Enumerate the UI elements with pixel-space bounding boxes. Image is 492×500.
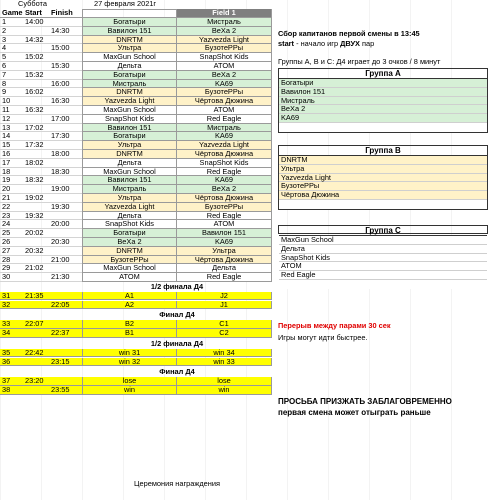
game-number[interactable]: 16 <box>0 150 21 159</box>
game-number[interactable]: 25 <box>0 229 21 238</box>
date-cell[interactable]: 27 февраля 2021г <box>94 0 157 8</box>
start-time[interactable] <box>21 329 46 338</box>
team-2[interactable]: Yazvezda Light <box>177 36 272 45</box>
start-time[interactable]: 17:02 <box>21 124 46 133</box>
game-header[interactable]: Game <box>2 8 23 17</box>
team-2[interactable]: BeXa 2 <box>177 27 272 36</box>
start-time[interactable]: 14:00 <box>21 18 46 27</box>
team-1[interactable]: Yazvezda Light <box>82 203 177 212</box>
team-1[interactable]: Ультра <box>82 141 177 150</box>
team-2[interactable]: KA69 <box>177 80 272 89</box>
final-game-row <box>0 292 492 301</box>
finish-time[interactable]: 20:00 <box>46 220 82 229</box>
game-number[interactable]: 14 <box>0 132 21 141</box>
final-game-row <box>0 377 492 386</box>
finish-time[interactable]: 18:30 <box>46 168 82 177</box>
game-number[interactable]: 34 <box>0 329 21 338</box>
finish-time[interactable]: 15:30 <box>46 62 82 71</box>
game-number[interactable]: 13 <box>0 124 21 133</box>
finish-time[interactable]: 14:30 <box>46 27 82 36</box>
group-team[interactable]: Дельта <box>279 245 487 254</box>
team-2[interactable]: SnapShot Kids <box>177 53 272 62</box>
finish-time[interactable]: 19:00 <box>46 185 82 194</box>
final-stage-title[interactable]: Финал Д4 <box>159 367 195 376</box>
group-team[interactable]: DNRTM <box>279 156 487 165</box>
final-game-row <box>0 329 492 338</box>
finish-time[interactable]: 22:37 <box>46 329 82 338</box>
start-time[interactable]: 16:02 <box>21 88 46 97</box>
start-word: start <box>278 39 295 48</box>
group-a-box <box>278 68 488 133</box>
final-game-row <box>0 358 492 367</box>
game-number[interactable]: 28 <box>0 256 21 265</box>
team-1[interactable]: Мистраль <box>82 185 177 194</box>
team-1[interactable]: Мистраль <box>82 80 177 89</box>
team-1[interactable]: MaxGun School <box>82 264 177 273</box>
start-time[interactable]: 15:32 <box>21 71 46 80</box>
group-team[interactable]: Чёртова Дюжина <box>279 191 487 200</box>
team-1[interactable]: BeXa 2 <box>82 238 177 247</box>
team-2[interactable]: Чёртова Дюжина <box>177 97 272 106</box>
start-time[interactable]: 21:35 <box>21 292 46 301</box>
team-2[interactable]: KA69 <box>177 238 272 247</box>
start-time[interactable]: 16:32 <box>21 106 46 115</box>
team-2[interactable]: ATOM <box>177 106 272 115</box>
team-1[interactable]: MaxGun School <box>82 53 177 62</box>
game-number[interactable]: 26 <box>0 238 21 247</box>
team-1[interactable]: Вавилон 151 <box>82 176 177 185</box>
game-number[interactable]: 37 <box>0 377 21 386</box>
game-number[interactable]: 33 <box>0 320 21 329</box>
game-number[interactable]: 8 <box>0 80 21 89</box>
team-2[interactable]: J2 <box>177 292 272 301</box>
finish-time[interactable]: 19:30 <box>46 203 82 212</box>
group-b-title[interactable]: Группа В <box>279 146 487 156</box>
team-2[interactable]: Чёртова Дюжина <box>177 256 272 265</box>
arrive-note[interactable]: ПРОСЬБА ПРИЗЖАТЬ ЗАБЛАГОВРЕМЕННО <box>278 397 452 406</box>
start-time[interactable]: 20:02 <box>21 229 46 238</box>
game-number[interactable]: 27 <box>0 247 21 256</box>
team-2[interactable]: win 34 <box>177 349 272 358</box>
start-pairs: ДВУХ <box>340 39 360 48</box>
group-team[interactable]: Red Eagle <box>279 271 487 280</box>
final-stage-title[interactable]: 1/2 финала Д4 <box>150 281 204 291</box>
group-team[interactable]: БузотеРРы <box>279 182 487 191</box>
team-1[interactable]: Yazvezda Light <box>82 97 177 106</box>
final-game-row <box>0 386 492 395</box>
group-empty-cell[interactable] <box>279 280 487 289</box>
team-2[interactable]: C2 <box>177 329 272 338</box>
finish-time[interactable]: 17:30 <box>46 132 82 141</box>
start-time[interactable]: 18:32 <box>21 176 46 185</box>
start-time[interactable]: 19:02 <box>21 194 46 203</box>
team-2[interactable]: Red Eagle <box>177 115 272 124</box>
team-1[interactable]: DNRTM <box>82 247 177 256</box>
date-row <box>0 0 492 9</box>
group-team[interactable]: Мистраль <box>279 97 487 106</box>
final-stage-row <box>0 368 492 377</box>
game-number[interactable]: 29 <box>0 264 21 273</box>
team-1[interactable]: win 31 <box>82 349 177 358</box>
finish-time[interactable]: 20:30 <box>46 238 82 247</box>
team-2[interactable]: win <box>177 386 272 395</box>
ceremony-row <box>0 480 492 489</box>
team-2[interactable]: KA69 <box>177 132 272 141</box>
start-time[interactable]: 14:32 <box>21 36 46 45</box>
game-number[interactable]: 24 <box>0 220 21 229</box>
finish-time[interactable]: 21:30 <box>46 273 82 282</box>
group-team[interactable]: Yazvezda Light <box>279 174 487 183</box>
team-2[interactable]: lose <box>177 377 272 386</box>
group-b-box <box>278 145 488 210</box>
team-2[interactable]: Red Eagle <box>177 273 272 282</box>
team-2[interactable]: Yazvezda Light <box>177 141 272 150</box>
game-number[interactable]: 23 <box>0 212 21 221</box>
finish-time[interactable]: 23:55 <box>46 386 82 395</box>
team-1[interactable]: MaxGun School <box>82 168 177 177</box>
groups-info-note[interactable]: Группы А, В и С: Д4 играет до 3 очков / 8 минут <box>278 57 441 66</box>
team-2[interactable]: Мистраль <box>177 18 272 27</box>
game-number[interactable]: 12 <box>0 115 21 124</box>
game-number[interactable]: 31 <box>0 292 21 301</box>
game-number[interactable]: 9 <box>0 88 21 97</box>
ceremony-cell[interactable]: Церемония награждения <box>134 479 220 488</box>
game-number[interactable]: 2 <box>0 27 21 36</box>
team-1[interactable]: win <box>82 386 177 395</box>
final-game-row <box>0 349 492 358</box>
team-2[interactable]: Чёртова Дюжина <box>177 194 272 203</box>
captains-note[interactable]: Сбор капитанов первой смены в 13:45 <box>278 29 420 38</box>
breaks-note[interactable]: Перерыв между парами 30 сек <box>278 321 391 330</box>
team-2[interactable]: ATOM <box>177 220 272 229</box>
group-c-title[interactable]: Группа С <box>279 226 487 236</box>
game-row <box>0 18 492 27</box>
finish-time[interactable]: 21:00 <box>46 256 82 265</box>
finish-time[interactable]: 15:00 <box>46 44 82 53</box>
start-note[interactable] <box>278 39 374 48</box>
finish-time[interactable]: 22:05 <box>46 301 82 310</box>
finish-time[interactable] <box>46 349 82 358</box>
start-time[interactable]: 22:07 <box>21 320 46 329</box>
start-header[interactable]: Start <box>21 9 46 18</box>
final-stage-row <box>0 311 492 320</box>
game-number[interactable]: 11 <box>0 106 21 115</box>
game-number[interactable]: 5 <box>0 53 21 62</box>
game-number[interactable]: 6 <box>0 62 21 71</box>
final-stage-title[interactable]: 1/2 финала Д4 <box>150 338 204 348</box>
team-1[interactable]: Ультра <box>82 44 177 53</box>
group-team[interactable]: KA69 <box>279 114 487 123</box>
team-1[interactable]: DNRTM <box>82 36 177 45</box>
game-number[interactable]: 22 <box>0 203 21 212</box>
game-number[interactable]: 32 <box>0 301 21 310</box>
day-cell[interactable]: Суббота <box>18 0 47 8</box>
team-2[interactable]: SnapShot Kids <box>177 159 272 168</box>
finish-time[interactable]: 18:00 <box>46 150 82 159</box>
team-1[interactable]: Богатыри <box>82 132 177 141</box>
team-1[interactable]: A2 <box>82 301 177 310</box>
group-team[interactable]: Вавилон 151 <box>279 88 487 97</box>
game-number[interactable]: 36 <box>0 358 21 367</box>
start-time[interactable]: 20:32 <box>21 247 46 256</box>
game-number[interactable]: 1 <box>0 18 21 27</box>
team-1[interactable]: БузотеРРы <box>82 256 177 265</box>
team-1[interactable]: SnapShot Kids <box>82 220 177 229</box>
group-team[interactable]: MaxGun School <box>279 236 487 245</box>
team-1[interactable]: Вавилон 151 <box>82 124 177 133</box>
team-1[interactable]: Богатыри <box>82 18 177 27</box>
team-1[interactable]: Ультра <box>82 194 177 203</box>
team-1[interactable]: SnapShot Kids <box>82 115 177 124</box>
game-number[interactable]: 17 <box>0 159 21 168</box>
team-1[interactable]: DNRTM <box>82 88 177 97</box>
game-row <box>0 212 492 221</box>
group-team[interactable]: Ультра <box>279 165 487 174</box>
field-header[interactable]: Field 1 <box>177 9 272 18</box>
game-number[interactable]: 38 <box>0 386 21 395</box>
start-time[interactable]: 22:42 <box>21 349 46 358</box>
final-stage-row <box>0 340 492 349</box>
finish-time[interactable]: 23:15 <box>46 358 82 367</box>
group-team[interactable]: BeXa 2 <box>279 105 487 114</box>
game-number[interactable]: 10 <box>0 97 21 106</box>
team-1[interactable]: MaxGun School <box>82 106 177 115</box>
game-number[interactable]: 30 <box>0 273 21 282</box>
game-number[interactable]: 3 <box>0 36 21 45</box>
team-2[interactable]: BeXa 2 <box>177 185 272 194</box>
team-2[interactable]: Вавилон 151 <box>177 229 272 238</box>
team-2[interactable]: J1 <box>177 301 272 310</box>
team-2[interactable]: Ультра <box>177 247 272 256</box>
start-time[interactable]: 19:32 <box>21 212 46 221</box>
team-1[interactable]: lose <box>82 377 177 386</box>
start-time[interactable]: 21:02 <box>21 264 46 273</box>
final-game-row <box>0 320 492 329</box>
finish-time[interactable]: 16:00 <box>46 80 82 89</box>
team-1[interactable]: DNRTM <box>82 150 177 159</box>
final-stage-title[interactable]: Финал Д4 <box>159 310 195 319</box>
game-number[interactable]: 21 <box>0 194 21 203</box>
start-time[interactable] <box>21 301 46 310</box>
game-number[interactable]: 7 <box>0 71 21 80</box>
team-2[interactable]: C1 <box>177 320 272 329</box>
team-1[interactable]: Дельта <box>82 62 177 71</box>
team-1[interactable]: B2 <box>82 320 177 329</box>
team-1[interactable]: ATOM <box>82 273 177 282</box>
start-time[interactable] <box>21 386 46 395</box>
team-1[interactable]: B1 <box>82 329 177 338</box>
team-1[interactable]: Дельта <box>82 212 177 221</box>
team-2[interactable]: win 33 <box>177 358 272 367</box>
team-1[interactable]: win 32 <box>82 358 177 367</box>
game-number[interactable]: 15 <box>0 141 21 150</box>
first-shift-note[interactable]: первая смена может отыграть раньше <box>278 408 431 417</box>
game-number[interactable]: 35 <box>0 349 21 358</box>
team-1[interactable]: Дельта <box>82 159 177 168</box>
group-team[interactable]: SnapShot Kids <box>279 254 487 263</box>
start-text: - начало игр <box>294 39 341 48</box>
team-2[interactable]: Мистраль <box>177 124 272 133</box>
finish-time[interactable] <box>46 292 82 301</box>
team-1[interactable]: Вавилон 151 <box>82 27 177 36</box>
start-time[interactable]: 15:02 <box>21 53 46 62</box>
team-1[interactable]: Богатыри <box>82 71 177 80</box>
team-2[interactable]: Red Eagle <box>177 212 272 221</box>
group-c-box <box>278 225 488 280</box>
finish-time[interactable]: 17:00 <box>46 115 82 124</box>
team-2[interactable]: KA69 <box>177 176 272 185</box>
start-time[interactable] <box>21 273 46 282</box>
team-2[interactable]: БузотеРРы <box>177 88 272 97</box>
start-time[interactable]: 18:02 <box>21 159 46 168</box>
game-number[interactable]: 18 <box>0 168 21 177</box>
start-end: пар <box>360 39 375 48</box>
team-2[interactable]: БузотеРРы <box>177 203 272 212</box>
start-time[interactable]: 17:32 <box>21 141 46 150</box>
team-2[interactable]: БузотеРРы <box>177 44 272 53</box>
start-time[interactable]: 23:20 <box>21 377 46 386</box>
team-2[interactable]: Чёртова Дюжина <box>177 150 272 159</box>
group-team[interactable]: ATOM <box>279 262 487 271</box>
team-2[interactable]: Дельта <box>177 264 272 273</box>
header-row <box>0 9 492 18</box>
team-1[interactable]: A1 <box>82 292 177 301</box>
start-time[interactable] <box>21 358 46 367</box>
group-a-title[interactable]: Группа А <box>279 69 487 79</box>
team-2[interactable]: ATOM <box>177 62 272 71</box>
team-2[interactable]: Red Eagle <box>177 168 272 177</box>
team-1[interactable]: Богатыри <box>82 229 177 238</box>
game-number[interactable]: 4 <box>0 44 21 53</box>
group-empty-cell[interactable] <box>279 123 487 132</box>
group-empty-cell[interactable] <box>279 200 487 209</box>
game-number[interactable]: 19 <box>0 176 21 185</box>
finish-time[interactable]: 16:30 <box>46 97 82 106</box>
group-team[interactable]: Богатыри <box>279 79 487 88</box>
faster-note[interactable]: Игры могут идти быстрее. <box>278 333 368 342</box>
final-game-row <box>0 301 492 310</box>
game-number[interactable]: 20 <box>0 185 21 194</box>
team-2[interactable]: BeXa 2 <box>177 71 272 80</box>
finish-header[interactable]: Finish <box>46 9 82 18</box>
